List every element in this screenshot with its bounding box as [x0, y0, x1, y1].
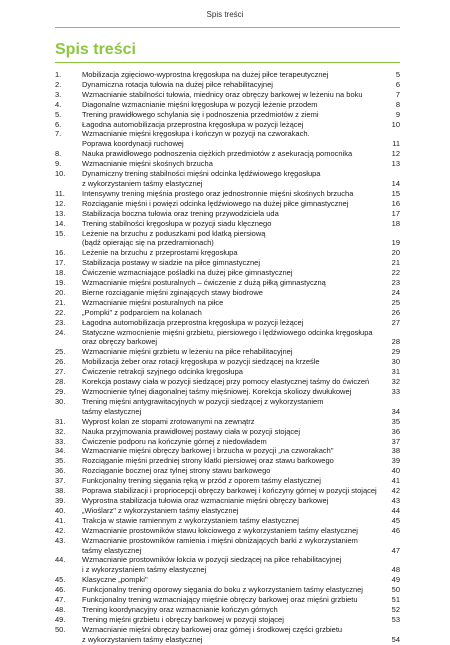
toc-entry-title-line: Korekcja postawy ciała w pozycji siedzącej przy pomocy elastycznej taśmy do ćwiczeń — [82, 377, 370, 387]
toc-entry-title — [82, 169, 384, 189]
toc-entry-title-line: Funkcjonalny trening wzmacniający mięśnie obręczy barkowej oraz mięśni grzbietu — [82, 595, 358, 605]
toc-entry-number: 12. — [55, 198, 66, 208]
toc-entry[interactable] — [55, 417, 400, 427]
toc-entry-title — [82, 446, 384, 456]
toc-entry[interactable] — [55, 149, 400, 159]
toc-entry-page-number: 37 — [391, 436, 400, 446]
toc-entry-title — [82, 506, 384, 516]
toc-entry-title — [82, 595, 384, 605]
toc-entry-title-line: Rozciąganie mięśni przedniej strony klatki piersiowej oraz stawu barkowego — [82, 456, 334, 466]
toc-entry-page-number: 27 — [391, 317, 400, 327]
toc-entry-number: 29. — [55, 387, 66, 396]
toc-entry-title-line: taśmy elastycznej — [82, 545, 142, 555]
toc-entry-number: 47. — [55, 595, 66, 605]
toc-entry-title-line: Nauka przyjmowania prawidłowej postawy ciała w pozycji stojącej — [82, 426, 301, 436]
toc-entry-title-line: Trening koordynacyjny oraz wzmacnianie kończyn górnych — [82, 604, 278, 614]
toc-entry-number: 40. — [55, 505, 66, 515]
toc-entry-number: 25. — [55, 347, 66, 357]
toc-entry-page-number: 38 — [391, 446, 400, 456]
toc-entry-title — [82, 308, 384, 318]
toc-entry-title-line: Stabilizacja postawy w siadzie na piłce gimnastycznej — [82, 258, 261, 268]
toc-entry-title — [82, 476, 384, 486]
toc-entry-title — [82, 377, 384, 387]
toc-entry[interactable] — [55, 486, 400, 496]
toc-entry[interactable] — [55, 437, 400, 447]
toc-entry[interactable] — [55, 100, 400, 110]
toc-entry-page-number: 46 — [391, 525, 400, 535]
toc-entry[interactable] — [55, 397, 400, 417]
toc-entry-title — [82, 248, 384, 258]
toc-entry-title — [82, 120, 384, 130]
toc-entry-page-number: 40 — [391, 466, 400, 476]
toc-entry-number: 16. — [55, 248, 66, 258]
toc-entry-number: 35. — [55, 456, 66, 466]
toc-entry[interactable] — [55, 456, 400, 466]
toc-entry-page-number: 41 — [391, 476, 400, 486]
toc-entry-number: 19. — [55, 278, 66, 288]
toc-entry-title — [82, 417, 384, 427]
toc-entry-number: 11. — [55, 188, 65, 198]
toc-entry-number: 14. — [55, 218, 66, 228]
toc-entry[interactable] — [55, 526, 400, 536]
toc-entry-title-line: Rozciąganie bocznej oraz tylnej strony stawu barkowego — [82, 466, 271, 476]
toc-entry[interactable] — [55, 615, 400, 625]
toc-entry-page-number: 8 — [395, 99, 400, 109]
toc-entry-title-line: Intensywny trening mięśnia prostego oraz jednostronnie mięśni skośnych brzucha — [82, 188, 354, 198]
toc-entry-title-line: Łagodna automobilizacja przeprostna kręgosłupa w pozycji leżącej — [82, 119, 304, 129]
toc-entry-title-line: Funkcjonalny trening sięgania ręką w przód z oporem taśmy elastycznej — [82, 476, 321, 486]
toc-entry-title — [82, 625, 384, 645]
toc-entry-page-number: 16 — [391, 198, 400, 208]
toc-entry[interactable] — [55, 536, 400, 556]
toc-entry-title-line: Poprawa koordynacji ruchowej — [82, 139, 184, 149]
toc-entry-title — [82, 328, 384, 348]
toc-entry-number: 30. — [55, 396, 66, 406]
toc-entry-number: 10. — [55, 169, 66, 179]
toc-entry-number: 42. — [55, 525, 66, 535]
toc-entry-number: 21. — [55, 297, 66, 307]
toc-entry-page-number: 53 — [391, 614, 400, 624]
toc-entry[interactable] — [55, 387, 400, 397]
toc-entry-number: 48. — [55, 604, 66, 614]
running-title: Spis treści — [206, 10, 244, 19]
toc-entry-page-number: 43 — [391, 495, 400, 505]
toc-entry[interactable] — [55, 367, 400, 377]
toc-entry-title-line: Wzmacnianie mięśni posturalnych na piłce — [82, 297, 224, 307]
toc-entry-number: 32. — [55, 426, 66, 436]
toc-entry-page-number: 39 — [391, 456, 400, 466]
toc-entry[interactable] — [55, 506, 400, 516]
toc-entry-title — [82, 288, 384, 298]
toc-entry-title-line: Trening mięśni antygrawitacyjnych w pozycji siedzącej z wykorzystaniem — [82, 396, 324, 406]
toc-entry-title-line: Mobilizacja żeber oraz rotacji kręgosłupa w pozycji siedzącej na krześle — [82, 357, 320, 367]
toc-entry-title — [82, 516, 384, 526]
toc-entry-title-line: Trakcja w stawie ramiennym z wykorzystaniem taśmy elastycznej — [82, 515, 299, 525]
toc-entry-number: 6. — [55, 119, 62, 129]
toc-entry-title-line: Wzmacnianie prostowników ramienia i mięśni obniżających barki z wykorzystaniem — [82, 535, 358, 545]
toc-entry-title — [82, 347, 384, 357]
toc-entry-title — [82, 219, 384, 229]
toc-entry-number: 36. — [55, 466, 66, 476]
toc-entry[interactable] — [55, 516, 400, 526]
toc-entry-page-number: 47 — [391, 545, 400, 555]
toc-entry-title — [82, 486, 384, 496]
toc-entry-title-line: Statyczne wzmocnienie mięśni grzbietu, piersiowego i lędźwiowego odcinka kręgosłupa — [82, 327, 373, 337]
toc-entry-title-line: Leżenie na brzuchu z poduszkami pod klatką piersiową — [82, 228, 266, 238]
toc-entry[interactable] — [55, 80, 400, 90]
toc-entry-number: 22. — [55, 307, 66, 317]
toc-entry-title-line: Rozciąganie mięśni i powięzi odcinka lędźwiowego na dużej piłce gimnastycznej — [82, 198, 349, 208]
toc-entry-title — [82, 387, 384, 397]
toc-entry-page-number: 22 — [391, 268, 400, 278]
toc-entry-title — [82, 129, 384, 149]
toc-entry-number: 27. — [55, 367, 66, 377]
toc-entry-page-number: 11 — [392, 139, 400, 149]
toc-entry[interactable] — [55, 189, 400, 199]
toc-entry-title-line: Wzmacnianie mięśni skośnych brzucha — [82, 159, 213, 169]
toc-entry-title-line: Ćwiczenie wzmacniające pośladki na dużej piłce gimnastycznej — [82, 268, 293, 278]
toc-entry-title-line: Wzmocnienie tylnej diagonalnej taśmy mięśniowej. Korekcja skoliozy dwułukowej — [82, 387, 352, 396]
toc-entry-title — [82, 466, 384, 476]
toc-entry[interactable] — [55, 595, 400, 605]
title-divider — [55, 62, 400, 63]
toc-entry-title — [82, 367, 384, 377]
toc-entry-number: 13. — [55, 208, 66, 218]
table-of-contents — [55, 70, 400, 645]
toc-entry-number: 44. — [55, 555, 66, 565]
toc-entry[interactable] — [55, 120, 400, 130]
toc-entry-page-number: 35 — [391, 416, 400, 426]
toc-entry-title-line: taśmy elastycznej — [82, 406, 142, 416]
toc-entry-title-line: Wzmacnianie mięśni obręczy barkowej i brzucha w pozycji „na czworakach" — [82, 446, 334, 456]
toc-entry[interactable] — [55, 248, 400, 258]
toc-entry-title-line: Wzmacnianie mięśni kręgosłupa i kończyn w pozycji na czworakach. — [82, 129, 310, 139]
toc-entry-number: 49. — [55, 614, 66, 624]
toc-entry-title — [82, 298, 384, 308]
toc-entry-page-number: 26 — [391, 307, 400, 317]
toc-entry-number: 2. — [55, 79, 62, 89]
toc-entry-title-line: z wykorzystaniem taśmy elastycznej — [82, 634, 203, 644]
toc-entry-number: 15. — [55, 228, 66, 238]
toc-entry-page-number: 10 — [391, 119, 400, 129]
toc-entry-page-number: 7 — [395, 89, 400, 99]
toc-entry-number: 1. — [55, 70, 62, 79]
toc-entry-title — [82, 536, 384, 556]
toc-entry-title-line: Dynamiczny trening stabilności mięśni odcinka lędźwiowego kręgosłupa — [82, 169, 321, 179]
toc-entry[interactable] — [55, 90, 400, 100]
toc-entry-number: 4. — [55, 99, 62, 109]
toc-entry-page-number: 42 — [391, 486, 400, 496]
toc-entry-page-number: 36 — [391, 426, 400, 436]
toc-entry-number: 23. — [55, 317, 66, 327]
toc-entry-page-number: 15 — [391, 188, 400, 198]
toc-entry-page-number: 24 — [391, 287, 400, 297]
toc-entry-number: 46. — [55, 585, 66, 595]
toc-entry[interactable] — [55, 110, 400, 120]
toc-entry-page-number: 54 — [391, 634, 400, 644]
toc-entry-title-line: Łagodna automobilizacja przeprostna kręgosłupa w pozycji leżącej — [82, 317, 304, 327]
toc-entry-title — [82, 149, 384, 159]
toc-entry[interactable] — [55, 70, 400, 80]
toc-entry-title-line: (bądź opierając się na przedramionach) — [82, 238, 214, 248]
toc-entry-title — [82, 80, 384, 90]
toc-entry-page-number: 44 — [391, 505, 400, 515]
toc-entry-page-number: 28 — [391, 337, 400, 347]
toc-entry[interactable] — [55, 159, 400, 169]
toc-entry[interactable] — [55, 268, 400, 278]
toc-entry-title-line: Dynamiczna rotacja tułowia na dużej piłce rehabilitacyjnej — [82, 79, 273, 89]
toc-entry-title-line: Wzmacnianie stabilności tułowia, miednicy oraz obręczy barkowej w leżeniu na boku — [82, 89, 363, 99]
toc-entry-title — [82, 229, 384, 249]
toc-entry-title-line: „Wioślarz" z wykorzystaniem taśmy elastycznej — [82, 505, 239, 515]
toc-entry-page-number: 31 — [391, 367, 400, 377]
toc-entry-page-number: 33 — [391, 387, 400, 396]
toc-entry[interactable] — [55, 605, 400, 615]
toc-entry-number: 31. — [55, 416, 66, 426]
toc-entry[interactable] — [55, 575, 400, 585]
toc-entry-title — [82, 70, 384, 80]
toc-entry-number: 33. — [55, 436, 66, 446]
toc-entry-title — [82, 397, 384, 417]
toc-entry-page-number: 25 — [391, 297, 400, 307]
toc-entry-title — [82, 456, 384, 466]
toc-entry-title-line: Nauka prawidłowego podnoszenia ciężkich przedmiotów z asekuracją pomocnika — [82, 149, 353, 159]
toc-entry-title-line: i z wykorzystaniem taśmy elastycznej — [82, 565, 207, 575]
toc-entry[interactable] — [55, 466, 400, 476]
toc-entry-title-line: Wyprostna stabilizacja tułowia oraz wzmacnianie mięśni obręczy barkowej — [82, 495, 329, 505]
toc-entry-page-number: 52 — [391, 604, 400, 614]
toc-entry-title-line: Leżenie na brzuchu z przeprostami kręgosłupa — [82, 248, 238, 258]
toc-entry-title — [82, 615, 384, 625]
toc-entry-number: 41. — [55, 515, 66, 525]
running-header — [0, 0, 450, 30]
toc-entry-title-line: Mobilizacja zgięciowo-wyprostna kręgosłupa na dużej piłce terapeutycznej — [82, 70, 329, 79]
toc-entry-page-number: 13 — [391, 159, 400, 169]
toc-entry-title-line: Diagonalne wzmacnianie mięśni kręgosłupa w pozycji leżenie przodem — [82, 99, 318, 109]
toc-entry-title — [82, 110, 384, 120]
toc-entry-page-number: 17 — [391, 208, 400, 218]
toc-entry-title-line: Wzmacnianie prostowników łokcia w pozycji siedzącej na piłce rehabilitacyjnej — [82, 555, 342, 565]
toc-entry-title — [82, 575, 384, 585]
toc-entry[interactable] — [55, 308, 400, 318]
page-title: Spis treści — [55, 41, 136, 58]
toc-entry-title — [82, 427, 384, 437]
toc-entry-title — [82, 496, 384, 506]
toc-entry-title-line: Trening mięśni grzbietu i obręczy barkowej w pozycji stojącej — [82, 614, 284, 624]
toc-entry-number: 43. — [55, 535, 66, 545]
toc-entry[interactable] — [55, 129, 400, 149]
toc-entry-title-line: Stabilizacja boczna tułowia oraz trening przywodziciela uda — [82, 208, 279, 218]
toc-entry[interactable] — [55, 625, 400, 645]
toc-entry-number: 39. — [55, 495, 66, 505]
toc-entry[interactable] — [55, 555, 400, 575]
toc-entry-title-line: Wzmacnianie mięśni obręczy barkowej oraz górnej i środkowej części grzbietu — [82, 624, 343, 634]
toc-entry-title — [82, 159, 384, 169]
toc-entry-number: 24. — [55, 327, 66, 337]
toc-entry-title — [82, 199, 384, 209]
toc-entry-title-line: Wyprost kolan ze stopami zrotowanymi na zewnątrz — [82, 416, 255, 426]
toc-entry-page-number: 14 — [391, 178, 400, 188]
toc-entry-title — [82, 268, 384, 278]
toc-entry-number: 20. — [55, 287, 66, 297]
toc-entry-title-line: Bierne rozciąganie mięśni zginających stawy biodrowe — [82, 287, 263, 297]
toc-entry-page-number: 34 — [391, 406, 400, 416]
toc-entry-page-number: 5 — [395, 70, 400, 79]
toc-entry-page-number: 19 — [391, 238, 400, 248]
toc-entry-title — [82, 100, 384, 110]
toc-entry[interactable] — [55, 169, 400, 189]
toc-entry-title — [82, 437, 384, 447]
toc-entry-number: 9. — [55, 159, 62, 169]
toc-entry-number: 34. — [55, 446, 66, 456]
toc-entry-title — [82, 555, 384, 575]
toc-entry-number: 28. — [55, 377, 66, 387]
toc-entry[interactable] — [55, 377, 400, 387]
toc-entry-page-number: 50 — [391, 585, 400, 595]
toc-entry-title-line: Wzmacnianie prostowników stawu łokciowego z wykorzystaniem taśmy elastycznej — [82, 525, 358, 535]
toc-entry[interactable] — [55, 258, 400, 268]
toc-entry-title — [82, 278, 384, 288]
toc-entry[interactable] — [55, 219, 400, 229]
toc-entry-number: 26. — [55, 357, 66, 367]
toc-entry-page-number: 49 — [391, 575, 400, 585]
toc-entry[interactable] — [55, 446, 400, 456]
toc-entry-page-number: 48 — [391, 565, 400, 575]
toc-entry-number: 18. — [55, 268, 66, 278]
toc-entry-page-number: 29 — [391, 347, 400, 357]
toc-entry-number: 45. — [55, 575, 66, 585]
toc-entry-number: 3. — [55, 89, 62, 99]
toc-entry[interactable] — [55, 328, 400, 348]
toc-entry-page-number: 45 — [391, 515, 400, 525]
toc-entry-number: 38. — [55, 486, 66, 496]
toc-entry-title-line: Poprawa stabilizacji i propriocepcji obręczy barkowej i kończyny górnej w pozycji stojącej — [82, 486, 377, 496]
toc-entry[interactable] — [55, 585, 400, 595]
toc-entry-title-line: Trening stabilności kręgosłupa w pozycji siadu klęcznego — [82, 218, 272, 228]
toc-entry-page-number: 6 — [395, 79, 400, 89]
toc-entry[interactable] — [55, 496, 400, 506]
toc-entry[interactable] — [55, 209, 400, 219]
toc-entry-title-line: Wzmacnianie mięśni posturalnych – ćwiczenie z dużą piłką gimnastyczną — [82, 278, 326, 288]
toc-entry-title — [82, 258, 384, 268]
toc-entry-number: 37. — [55, 476, 66, 486]
toc-entry-page-number: 32 — [391, 377, 400, 387]
header-divider — [55, 27, 400, 28]
toc-entry[interactable] — [55, 476, 400, 486]
toc-entry[interactable] — [55, 347, 400, 357]
toc-entry-title — [82, 209, 384, 219]
toc-entry[interactable] — [55, 357, 400, 367]
toc-entry-title-line: Ćwiczenie retrakcji szyjnego odcinka kręgosłupa — [82, 367, 243, 377]
toc-entry-title — [82, 605, 384, 615]
toc-entry-number: 5. — [55, 109, 62, 119]
toc-entry-title — [82, 90, 384, 100]
toc-entry-title-line: Wzmacnianie mięśni grzbietu w leżeniu na piłce rehabilitacyjnej — [82, 347, 293, 357]
toc-entry-title — [82, 318, 384, 328]
toc-entry[interactable] — [55, 229, 400, 249]
toc-entry-title-line: Klasyczne „pompki" — [82, 575, 148, 585]
toc-entry-title-line: Funkcjonalny trening oporowy sięgania do boku z wykorzystaniem taśmy elastycznej — [82, 585, 363, 595]
toc-entry-page-number: 30 — [391, 357, 400, 367]
toc-entry-page-number: 9 — [395, 109, 400, 119]
toc-entry-title-line: oraz obręczy barkowej — [82, 337, 158, 347]
toc-entry-title — [82, 526, 384, 536]
toc-entry-page-number: 23 — [391, 278, 400, 288]
toc-entry-page-number: 12 — [391, 149, 400, 159]
toc-entry-title — [82, 357, 384, 367]
toc-entry-title-line: z wykorzystaniem taśmy elastycznej — [82, 178, 203, 188]
toc-entry[interactable] — [55, 278, 400, 288]
toc-entry[interactable] — [55, 427, 400, 437]
toc-entry-number: 8. — [55, 149, 62, 159]
toc-entry-page-number: 18 — [391, 218, 400, 228]
toc-entry-number: 7. — [55, 129, 62, 139]
toc-entry-page-number: 20 — [391, 248, 400, 258]
toc-entry-title — [82, 585, 384, 595]
toc-entry-page-number: 21 — [391, 258, 400, 268]
toc-entry-page-number: 51 — [391, 595, 400, 605]
toc-entry[interactable] — [55, 298, 400, 308]
toc-entry-number: 50. — [55, 624, 66, 634]
toc-entry-title-line: Ćwiczenie podporu na kończynie górnej z niedowładem — [82, 436, 267, 446]
toc-entry-title-line: „Pompki" z podparciem na kolanach — [82, 307, 202, 317]
toc-entry[interactable] — [55, 318, 400, 328]
toc-entry-title-line: Trening prawidłowego schylania się i podnoszenia przedmiotów z ziemi — [82, 109, 319, 119]
toc-entry[interactable] — [55, 199, 400, 209]
toc-entry[interactable] — [55, 288, 400, 298]
toc-entry-number: 17. — [55, 258, 66, 268]
toc-entry-title — [82, 189, 384, 199]
